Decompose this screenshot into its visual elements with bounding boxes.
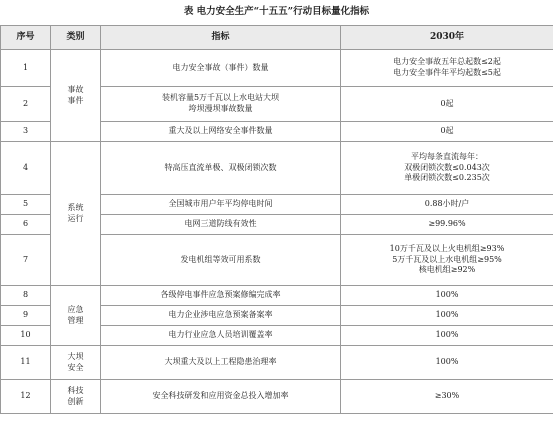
row-target: ≥99.96%	[341, 215, 553, 235]
table-row	[1, 346, 553, 380]
row-seq: 5	[1, 195, 51, 215]
row-target: 100%	[341, 326, 553, 346]
row-indicator: 电力行业应急人员培训覆盖率	[101, 326, 341, 346]
row-seq: 10	[1, 326, 51, 346]
row-indicator: 电网三道防线有效性	[101, 215, 341, 235]
category-system: 系统 运行	[51, 142, 101, 286]
row-target: 电力安全事故五年总起数≤2起 电力安全事件年平均起数≤5起	[341, 50, 553, 87]
header-category: 类别	[51, 26, 101, 50]
row-indicator: 大坝重大及以上工程隐患治理率	[101, 346, 341, 380]
row-target: 0.88小时/户	[341, 195, 553, 215]
row-indicator: 全国城市用户年平均停电时间	[101, 195, 341, 215]
row-target: 0起	[341, 122, 553, 142]
row-target: 100%	[341, 306, 553, 326]
row-target: 平均每条直流每年： 双极闭锁次数≤0.043次 单极闭锁次数≤0.235次	[341, 142, 553, 195]
category-accident: 事故 事件	[51, 50, 101, 142]
indicator-table	[0, 25, 553, 414]
row-seq: 8	[1, 286, 51, 306]
header-target: 2030年	[341, 26, 553, 50]
row-indicator: 安全科技研发和应用资金总投入增加率	[101, 380, 341, 414]
row-indicator: 特高压直流单极、双极闭锁次数	[101, 142, 341, 195]
category-emergency: 应急 管理	[51, 286, 101, 346]
row-indicator: 各级停电事件应急预案修编完成率	[101, 286, 341, 306]
table-row	[1, 50, 553, 87]
table-title: 表 电力安全生产“十五五”行动目标量化指标	[183, 6, 370, 17]
row-target: 10万千瓦及以上火电机组≥93% 5万千瓦及以上水电机组≥95% 核电机组≥92%	[341, 235, 553, 286]
row-seq: 7	[1, 235, 51, 286]
row-target: 100%	[341, 346, 553, 380]
row-indicator: 发电机组等效可用系数	[101, 235, 341, 286]
row-seq: 4	[1, 142, 51, 195]
row-seq: 11	[1, 346, 51, 380]
row-target: ≥30%	[341, 380, 553, 414]
row-seq: 2	[1, 87, 51, 122]
row-indicator: 装机容量5万千瓦以上水电站大坝 垮坝漫坝事故数量	[101, 87, 341, 122]
category-tech: 科技 创新	[51, 380, 101, 414]
row-seq: 3	[1, 122, 51, 142]
row-seq: 1	[1, 50, 51, 87]
row-target: 100%	[341, 286, 553, 306]
table-row	[1, 142, 553, 195]
row-target: 0起	[341, 87, 553, 122]
row-seq: 6	[1, 215, 51, 235]
table-row	[1, 286, 553, 306]
table-row	[1, 380, 553, 414]
row-indicator: 电力企业涉电应急预案备案率	[101, 306, 341, 326]
row-seq: 9	[1, 306, 51, 326]
row-seq: 12	[1, 380, 51, 414]
header-seq: 序号	[1, 26, 51, 50]
row-indicator: 重大及以上网络安全事件数量	[101, 122, 341, 142]
header-indicator: 指标	[101, 26, 341, 50]
category-dam: 大坝 安全	[51, 346, 101, 380]
row-indicator: 电力安全事故（事件）数量	[101, 50, 341, 87]
table-header-row	[1, 26, 553, 50]
